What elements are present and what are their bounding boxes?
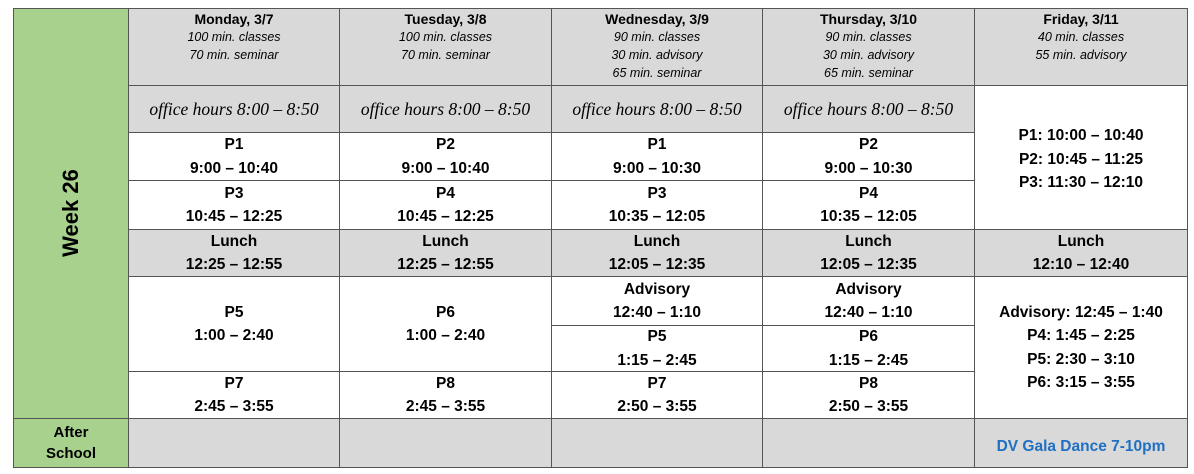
period-name: P3 [647, 184, 667, 202]
after-school-monday [128, 418, 340, 468]
week-label-text: Week 26 [57, 169, 83, 257]
friday-period: P6: 3:15 – 3:55 [1027, 374, 1135, 391]
day-header-wednesday [551, 8, 763, 86]
period-time: 1:00 – 2:40 [194, 327, 274, 344]
lunch-time: 12:10 – 12:40 [1032, 256, 1130, 273]
day-info: 70 min. seminar [401, 48, 490, 62]
period-name: P6 [436, 303, 455, 321]
period-name: P4 [436, 184, 455, 202]
period-name: P2 [436, 136, 455, 153]
period-name: Advisory [835, 280, 902, 298]
period-time: 9:00 – 10:40 [401, 159, 490, 177]
period-name: P5 [647, 328, 667, 345]
period-block [128, 371, 340, 419]
period-time: 2:45 – 3:55 [194, 398, 274, 415]
day-info: 70 min. seminar [189, 48, 279, 62]
lunch-label: Lunch [422, 232, 469, 250]
day-info: 40 min. classes [1037, 30, 1125, 44]
lunch-time: 12:25 – 12:55 [185, 256, 283, 273]
after-school-label [13, 418, 129, 468]
after-school-tuesday [339, 418, 552, 468]
day-name: Monday, 3/7 [194, 11, 274, 27]
friday-period: P3: 11:30 – 12:10 [1018, 174, 1144, 192]
day-info: 65 min. seminar [824, 66, 913, 80]
period-name: P3 [224, 184, 244, 202]
friday-afternoon-block [974, 276, 1188, 419]
lunch-time: 12:05 – 12:35 [820, 256, 917, 273]
day-name: Thursday, 3/10 [819, 11, 917, 27]
period-block [339, 276, 552, 372]
after-school-friday [974, 418, 1188, 468]
lunch-label: Lunch [845, 232, 892, 250]
day-name: Friday, 3/11 [1043, 11, 1119, 27]
lunch-wednesday [551, 229, 763, 277]
period-time: 1:15 – 2:45 [828, 351, 909, 369]
event-label: DV Gala Dance 7-10pm [996, 438, 1166, 455]
period-name: P2 [859, 136, 878, 153]
friday-morning-block [974, 85, 1188, 230]
period-time: 2:50 – 3:55 [617, 398, 697, 415]
lunch-label: Lunch [1057, 232, 1105, 250]
day-info: 100 min. classes [187, 30, 281, 44]
week-label [13, 8, 128, 418]
period-time: 2:50 – 3:55 [828, 398, 909, 415]
period-name: P4 [859, 184, 878, 202]
office-hours-text: office hours 8:00 – 8:50 [360, 98, 531, 119]
period-name: P8 [436, 374, 455, 392]
day-info: 90 min. classes [613, 30, 701, 44]
lunch-monday [128, 229, 340, 277]
period-time: 9:00 – 10:30 [613, 159, 701, 177]
friday-period: P5: 2:30 – 3:10 [1027, 350, 1135, 368]
period-block [339, 180, 552, 230]
office-hours-text: office hours 8:00 – 8:50 [572, 98, 742, 119]
period-time: 9:00 – 10:40 [190, 159, 278, 177]
after-school-line-2: School [45, 445, 96, 462]
period-time: 10:45 – 12:25 [185, 208, 283, 225]
period-block [762, 371, 975, 419]
lunch-friday [974, 229, 1188, 277]
lunch-label: Lunch [210, 232, 258, 250]
friday-period: P4: 1:45 – 2:25 [1027, 327, 1135, 344]
day-info: 30 min. advisory [822, 48, 914, 62]
day-header-monday [128, 8, 340, 86]
period-name: P1 [647, 136, 667, 153]
day-name: Tuesday, 3/8 [404, 11, 487, 27]
period-block [551, 180, 763, 230]
lunch-time: 12:05 – 12:35 [608, 256, 706, 273]
period-block [762, 325, 975, 372]
day-info: 65 min. seminar [612, 66, 702, 80]
friday-period: P1: 10:00 – 10:40 [1018, 127, 1144, 145]
day-info: 55 min. advisory [1035, 48, 1127, 62]
period-time: 1:15 – 2:45 [617, 351, 697, 369]
lunch-thursday [762, 229, 975, 277]
office-hours-monday [128, 85, 340, 133]
period-time: 12:40 – 1:10 [824, 304, 913, 321]
period-block [339, 132, 552, 181]
period-time: 9:00 – 10:30 [824, 159, 913, 177]
period-block [339, 371, 552, 419]
day-header-thursday [762, 8, 975, 86]
after-school-line-1: After [53, 424, 89, 441]
period-time: 2:45 – 3:55 [405, 398, 486, 415]
friday-period: Advisory: 12:45 – 1:40 [999, 303, 1163, 321]
period-block [128, 132, 340, 181]
after-school-thursday [762, 418, 975, 468]
period-block [128, 180, 340, 230]
day-info: 30 min. advisory [611, 48, 703, 62]
office-hours-thursday [762, 85, 975, 133]
period-name: P5 [224, 303, 244, 321]
lunch-tuesday [339, 229, 552, 277]
day-info: 90 min. classes [825, 30, 912, 44]
period-block [762, 180, 975, 230]
period-name: Advisory [623, 280, 691, 298]
period-time: 10:35 – 12:05 [608, 208, 706, 225]
day-name: Wednesday, 3/9 [605, 11, 709, 27]
period-time: 1:00 – 2:40 [405, 327, 486, 344]
schedule-table [13, 8, 1188, 468]
lunch-time: 12:25 – 12:55 [397, 256, 494, 273]
period-block [551, 132, 763, 181]
period-time: 10:35 – 12:05 [820, 208, 917, 225]
day-info: 100 min. classes [398, 30, 493, 44]
period-block [551, 371, 763, 419]
after-school-wednesday [551, 418, 763, 468]
office-hours-wednesday [551, 85, 763, 133]
lunch-label: Lunch [633, 232, 681, 250]
period-block [128, 276, 340, 372]
advisory-block [762, 276, 975, 326]
office-hours-tuesday [339, 85, 552, 133]
period-name: P6 [859, 328, 878, 345]
office-hours-text: office hours 8:00 – 8:50 [783, 98, 954, 119]
period-time: 10:45 – 12:25 [397, 208, 494, 225]
day-header-friday [974, 8, 1188, 86]
period-block [762, 132, 975, 181]
period-name: P7 [647, 374, 667, 392]
period-name: P1 [224, 136, 244, 153]
period-name: P8 [859, 374, 878, 392]
day-header-tuesday [339, 8, 552, 86]
period-name: P7 [224, 374, 244, 392]
period-time: 12:40 – 1:10 [613, 304, 701, 321]
period-block [551, 325, 763, 372]
friday-period: P2: 10:45 – 11:25 [1018, 150, 1144, 168]
office-hours-text: office hours 8:00 – 8:50 [149, 98, 319, 119]
advisory-block [551, 276, 763, 326]
